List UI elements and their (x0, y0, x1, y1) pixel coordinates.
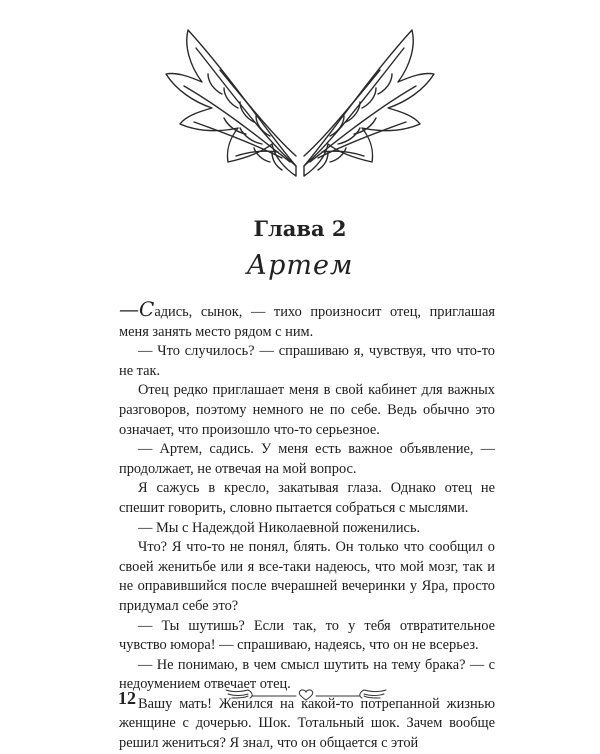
paragraph: — Не понимаю, в чем смысл шутить на тему брака? — с недоумением отвечает отец. (119, 656, 495, 693)
chapter-title: Глава 2 (253, 216, 347, 241)
heart-icon (299, 690, 313, 700)
paragraph: Я сажусь в кресло, закатывая глаза. Однако отец не спешит говорить, словно пытается собраться с мыслями. (119, 480, 495, 516)
page-number: 12 (118, 688, 136, 708)
small-wing-right-icon (360, 690, 386, 698)
angel-wings-illustration (150, 16, 450, 196)
small-wing-left-icon (226, 690, 252, 698)
paragraph: Вашу мать! Женился на какой-то потрепанной жизнью женщине с дочерью. Шок. Тотальный шок. Зачем вообще решил жениться? Я знал, что он общается с этой (119, 695, 495, 752)
right-wing (304, 30, 434, 176)
chapter-name: Артем (246, 250, 354, 281)
paragraph: Отец редко приглашает меня в свой кабинет для важных разговоров, поэтому немного не по себе. Ведь обычно это означает, что произошло что-то серьезное. (119, 382, 495, 438)
opening-initial: —С (119, 297, 155, 321)
left-wing (166, 30, 296, 176)
paragraph: — Ты шутишь? Если так, то у тебя отвратительное чувство юмора! — спрашиваю, надеясь, что он не всерьез. (119, 617, 495, 654)
paragraph: Что? Я что-то не понял, блять. Он только что сообщил о своей женитьбе или я все-таки надеюсь, что мой мозг, так и не оправившийся после вчерашней вечеринки у Яра, просто придумал себе это? (119, 539, 495, 614)
paragraph: — Артем, садись. У меня есть важное объявление, — продолжает, не отвечая на мой вопрос. (119, 441, 495, 477)
paragraph: — Что случилось? — спрашиваю я, чувствуя, что что-то не так. (119, 343, 495, 379)
paragraph: —Садись, сынок, — тихо произносит отец, приглашая меня занять место рядом с ним. (119, 297, 495, 340)
footer-ornament (222, 684, 390, 704)
paragraph: — Мы с Надеждой Николаевной поженились. (138, 519, 421, 536)
